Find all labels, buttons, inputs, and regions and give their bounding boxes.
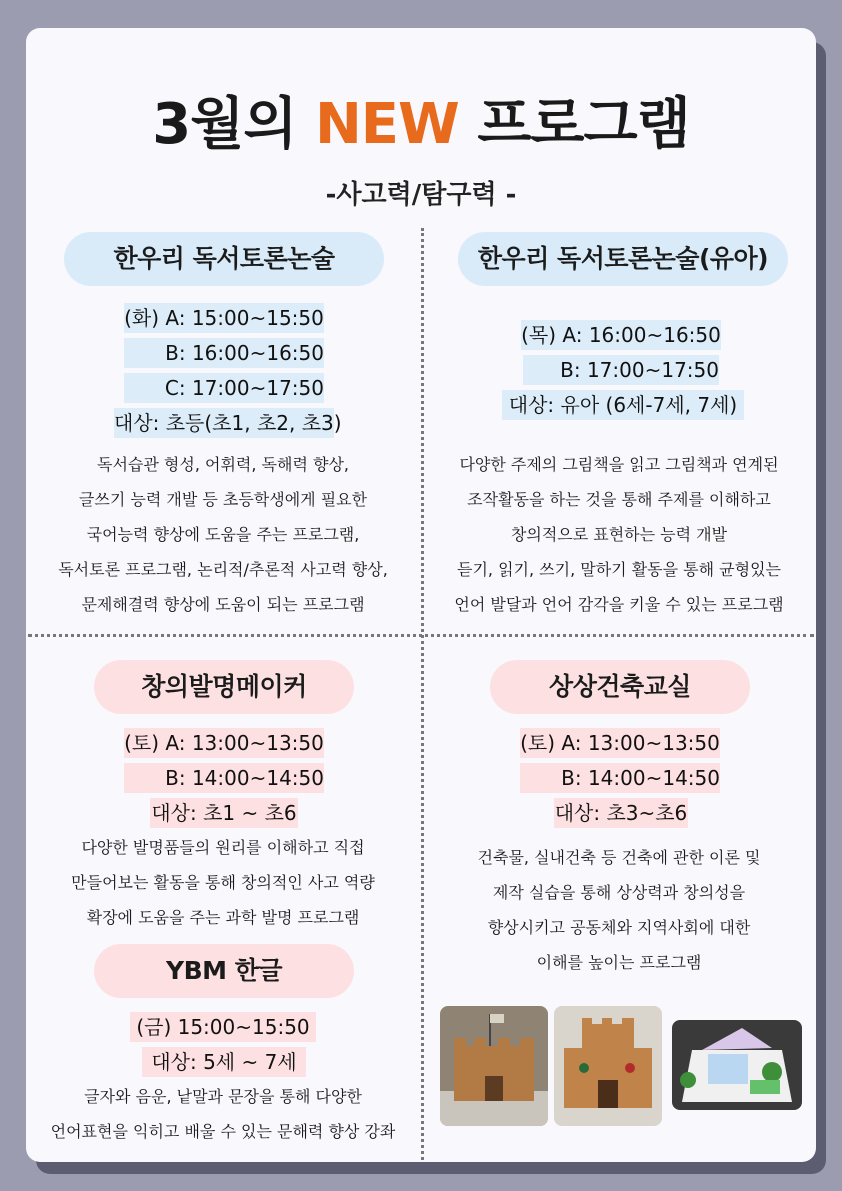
- title-accent: NEW: [314, 92, 459, 157]
- target-age: 대상: 5세 ~ 7세: [142, 1047, 306, 1077]
- schedule-c: C: 17:00~17:50: [124, 373, 324, 403]
- house-model-photo: [672, 1020, 802, 1110]
- program-title-reading-kids: 한우리 독서토론논술(유아): [458, 232, 788, 286]
- program-description: 다양한 발명품들의 원리를 이해하고 직접 만들어보는 활동을 통해 창의적인 사고 역량 확장에 도움을 주는 과학 발명 프로그램: [71, 838, 375, 927]
- schedule-a: (토) A: 13:00~13:50: [124, 728, 324, 758]
- program-title-ybm: YBM 한글: [94, 944, 354, 998]
- program-description: 글자와 음운, 낱말과 문장을 통해 다양한 언어표현을 익히고 배울 수 있는 문해력 향상 강좌: [50, 1087, 396, 1141]
- target-age: 대상: 초등(초1, 초2, 초3): [114, 408, 334, 438]
- schedule-b: B: 17:00~17:50: [523, 355, 719, 385]
- castle-model-photo: [554, 1006, 662, 1126]
- section-subtitle: -사고력/탐구력 -: [325, 180, 517, 210]
- program-title-invention: 창의발명메이커: [94, 660, 354, 714]
- castle-model-photo: [440, 1006, 548, 1126]
- schedule-a: (목) A: 16:00~16:50: [521, 320, 721, 350]
- target-age: 대상: 초1 ~ 초6: [150, 798, 298, 828]
- horizontal-divider: [28, 634, 814, 637]
- program-description: 독서습관 형성, 어휘력, 독해력 향상, 글쓰기 능력 개발 등 초등학생에게 필요한 국어능력 향상에 도움을 주는 프로그램, 독서토론 프로그램, 논리적/추론적 사고력 향상, 문제해결력 향상에 도움이 되는 프로그램: [58, 455, 388, 614]
- page-title: 3월의 NEW 프로그램: [152, 92, 690, 157]
- program-title-reading: 한우리 독서토론논술: [64, 232, 384, 286]
- schedule-b: B: 16:00~16:50: [124, 338, 324, 368]
- vertical-divider: [421, 228, 424, 1160]
- program-title-architecture: 상상건축교실: [490, 660, 750, 714]
- schedule-b: B: 14:00~14:50: [520, 763, 720, 793]
- program-description: 다양한 주제의 그림책을 읽고 그림책과 연계된 조작활동을 하는 것을 통해 주제를 이해하고 창의적으로 표현하는 능력 개발 듣기, 읽기, 쓰기, 말하기 활동을 통해 균형있는 언어 발달과 언어 감각을 키울 수 있는 프로그램: [454, 455, 784, 614]
- target-age: 대상: 초3~초6: [554, 798, 688, 828]
- schedule-a: (화) A: 15:00~15:50: [124, 303, 324, 333]
- schedule-b: B: 14:00~14:50: [124, 763, 324, 793]
- target-age: 대상: 유아 (6세-7세, 7세): [502, 390, 744, 420]
- schedule-a: (금) 15:00~15:50: [130, 1012, 316, 1042]
- program-description: 건축물, 실내건축 등 건축에 관한 이론 및 제작 실습을 통해 상상력과 창의성을 향상시키고 공동체와 지역사회에 대한 이해를 높이는 프로그램: [477, 848, 761, 972]
- schedule-a: (토) A: 13:00~13:50: [520, 728, 720, 758]
